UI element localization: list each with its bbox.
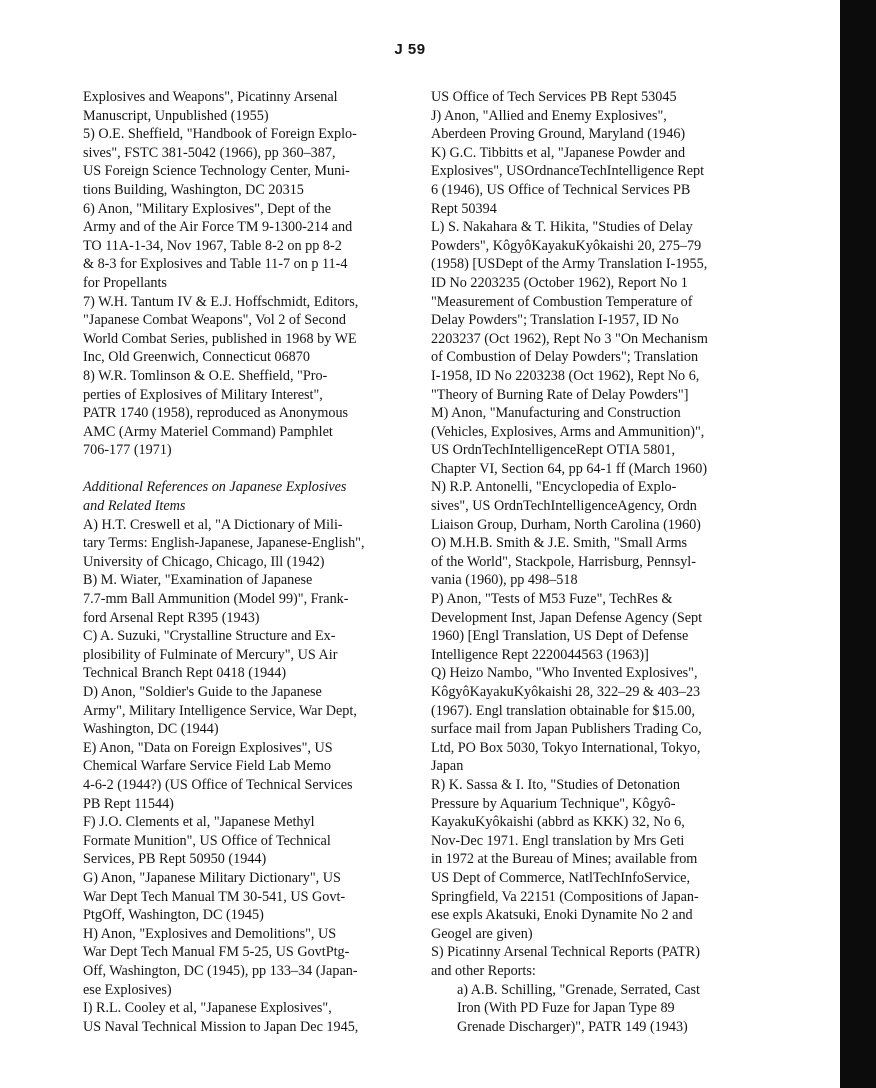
text-line: Liaison Group, Durham, North Carolina (1960) — [431, 516, 701, 533]
text-line: I) R.L. Cooley et al, "Japanese Explosives", — [83, 1000, 332, 1017]
section-heading-line: and Related Items — [83, 498, 186, 515]
text-line: Explosives", USOrdnanceTechIntelligence Rept — [431, 163, 705, 180]
text-line: O) M.H.B. Smith & J.E. Smith, "Small Arms — [431, 535, 688, 552]
text-line: J) Anon, "Allied and Enemy Explosives", — [431, 107, 667, 124]
text-line: in 1972 at the Bureau of Mines; available from — [431, 851, 698, 868]
text-line: tary Terms: English-Japanese, Japanese-English", — [83, 535, 365, 552]
text-line: surface mail from Japan Publishers Trading Co, — [431, 721, 702, 738]
text-line: PATR 1740 (1958), reproduced as Anonymous — [83, 405, 349, 422]
text-line: I-1958, ID No 2203238 (Oct 1962), Rept No 6, — [431, 367, 700, 384]
text-line: S) Picatinny Arsenal Technical Reports (PATR) — [431, 944, 700, 961]
text-line: Development Inst, Japan Defense Agency (Sept — [431, 609, 703, 626]
text-line: Powders", KôgyôKayakuKyôkaishi 20, 275–79 — [431, 237, 702, 254]
text-line: 4-6-2 (1944?) (US Office of Technical Services — [83, 776, 353, 793]
text-line: Japan — [431, 758, 464, 775]
text-line: University of Chicago, Chicago, Ill (1942) — [83, 553, 325, 570]
text-line: E) Anon, "Data on Foreign Explosives", US — [83, 739, 333, 756]
text-line: D) Anon, "Soldier's Guide to the Japanese — [83, 684, 322, 700]
text-line: tions Building, Washington, DC 20315 — [83, 181, 304, 198]
text-line: F) J.O. Clements et al, "Japanese Methyl — [83, 814, 315, 831]
text-line: a) A.B. Schilling, "Grenade, Serrated, Cast — [457, 981, 700, 998]
text-line: ese Explosives) — [83, 981, 172, 998]
text-line: Pressure by Aquarium Technique", Kôgyô- — [431, 795, 676, 812]
text-line: K) G.C. Tibbitts et al, "Japanese Powder and — [431, 144, 686, 161]
text-line: Chapter VI, Section 64, pp 64-1 ff (March 1960) — [431, 460, 708, 477]
text-line: US Foreign Science Technology Center, Muni- — [83, 163, 350, 180]
text-line: and other Reports: — [431, 962, 536, 979]
section-heading-line: Additional References on Japanese Explosives — [83, 479, 347, 496]
text-line: PB Rept 11544) — [83, 795, 174, 812]
text-line: 2203237 (Oct 1962), Rept No 3 "On Mechanism — [431, 330, 708, 347]
text-line: ese expls Akatsuki, Enoki Dynamite No 2 and — [431, 907, 693, 924]
right-column — [431, 88, 731, 1036]
text-line: Ltd, PO Box 5030, Tokyo International, Tokyo, — [431, 739, 701, 756]
text-line: 1960) [Engl Translation, US Dept of Defense — [431, 628, 689, 645]
text-line: Grenade Discharger)", PATR 149 (1943) — [457, 1018, 688, 1035]
text-line: Q) Heizo Nambo, "Who Invented Explosives", — [431, 665, 698, 682]
text-line: vania (1960), pp 498–518 — [431, 572, 578, 589]
text-line: Geogel are given) — [431, 925, 533, 942]
left-column — [83, 88, 387, 1036]
text-line: US Office of Tech Services PB Rept 53045 — [431, 89, 677, 105]
text-line: ford Arsenal Rept R395 (1943) — [83, 609, 260, 626]
text-line: Explosives and Weapons", Picatinny Arsenal — [83, 89, 338, 105]
text-line: Aberdeen Proving Ground, Maryland (1946) — [431, 126, 686, 143]
text-line: L) S. Nakahara & T. Hikita, "Studies of Delay — [431, 219, 693, 236]
text-line: US OrdnTechIntelligenceRept OTIA 5801, — [431, 442, 676, 459]
text-line: M) Anon, "Manufacturing and Construction — [431, 405, 681, 422]
text-line: US Naval Technical Mission to Japan Dec 1945, — [83, 1018, 359, 1035]
text-line: B) M. Wiater, "Examination of Japanese — [83, 572, 313, 589]
text-line: Off, Washington, DC (1945), pp 133–34 (Japan- — [83, 962, 358, 979]
text-line: Iron (With PD Fuze for Japan Type 89 — [457, 1000, 675, 1017]
text-line: War Dept Tech Manual FM 5-25, US GovtPtg- — [83, 944, 350, 961]
text-line: Intelligence Rept 2220044563 (1963)] — [431, 646, 649, 663]
text-line: G) Anon, "Japanese Military Dictionary", US — [83, 869, 341, 886]
text-line: ID No 2203235 (October 1962), Report No 1 — [431, 274, 688, 291]
text-line: 7.7-mm Ball Ammunition (Model 99)", Frank- — [83, 591, 349, 608]
text-line: (1967). Engl translation obtainable for $15.00, — [431, 702, 695, 719]
text-line: for Propellants — [83, 274, 167, 291]
text-line: 5) O.E. Sheffield, "Handbook of Foreign Explo- — [83, 126, 357, 143]
text-line: of Combustion of Delay Powders"; Translation — [431, 349, 699, 366]
scan-edge-bar — [840, 0, 876, 1088]
text-line: Washington, DC (1944) — [83, 721, 219, 738]
text-line: (1958) [USDept of the Army Translation I-1955, — [431, 256, 708, 273]
text-line: Services, PB Rept 50950 (1944) — [83, 851, 267, 868]
text-line: "Japanese Combat Weapons", Vol 2 of Second — [83, 312, 347, 329]
text-line: Formate Munition", US Office of Technical — [83, 832, 331, 849]
text-line: 6 (1946), US Office of Technical Services PB — [431, 181, 691, 198]
text-line: KayakuKyôkaishi (abbrd as KKK) 32, No 6, — [431, 814, 685, 831]
text-line: Army", Military Intelligence Service, War Dept, — [83, 702, 357, 719]
text-line: "Measurement of Combustion Temperature of — [431, 293, 693, 310]
text-line: C) A. Suzuki, "Crystalline Structure and Ex- — [83, 628, 336, 645]
text-line: US Dept of Commerce, NatlTechInfoService, — [431, 869, 691, 886]
text-line: AMC (Army Materiel Command) Pamphlet — [83, 423, 333, 440]
text-line: (Vehicles, Explosives, Arms and Ammunition)", — [431, 423, 705, 440]
text-line: plosibility of Fulminate of Mercury", US Air — [83, 646, 338, 663]
text-line: Manuscript, Unpublished (1955) — [83, 107, 269, 124]
text-line: 6) Anon, "Military Explosives", Dept of the — [83, 200, 332, 217]
text-line: War Dept Tech Manual TM 30-541, US Govt- — [83, 888, 346, 905]
text-line: 8) W.R. Tomlinson & O.E. Sheffield, "Pro- — [83, 367, 328, 384]
text-line: N) R.P. Antonelli, "Encyclopedia of Explo- — [431, 479, 677, 496]
page-label: J 59 — [394, 41, 426, 58]
text-line: Delay Powders"; Translation I-1957, ID No — [431, 312, 679, 329]
text-line: "Theory of Burning Rate of Delay Powders"] — [431, 386, 689, 403]
text-line: & 8-3 for Explosives and Table 11-7 on p 11-4 — [83, 256, 348, 273]
text-line: KôgyôKayakuKyôkaishi 28, 322–29 & 403–23 — [431, 684, 701, 700]
text-line: Technical Branch Rept 0418 (1944) — [83, 665, 287, 682]
text-line: Chemical Warfare Service Field Lab Memo — [83, 758, 331, 775]
text-line: Springfield, Va 22151 (Compositions of Japan- — [431, 888, 699, 905]
text-line: sives", US OrdnTechIntelligenceAgency, Ordn — [431, 498, 697, 515]
text-line: of the World", Stackpole, Harrisburg, Pennsyl- — [431, 553, 696, 570]
paragraph-gap — [83, 460, 387, 479]
text-line: sives", FSTC 381-5042 (1966), pp 360–387, — [83, 144, 336, 161]
text-line: TO 11A-1-34, Nov 1967, Table 8-2 on pp 8-2 — [83, 237, 342, 254]
text-line: P) Anon, "Tests of M53 Fuze", TechRes & — [431, 591, 673, 608]
text-line: A) H.T. Creswell et al, "A Dictionary of Mili- — [83, 516, 343, 533]
text-line: World Combat Series, published in 1968 by WE — [83, 330, 357, 347]
text-line: PtgOff, Washington, DC (1945) — [83, 907, 264, 924]
text-line: Inc, Old Greenwich, Connecticut 06870 — [83, 349, 310, 366]
text-line: 7) W.H. Tantum IV & E.J. Hoffschmidt, Editors, — [83, 293, 359, 310]
text-line: H) Anon, "Explosives and Demolitions", US — [83, 925, 337, 942]
text-line: perties of Explosives of Military Interest", — [83, 386, 323, 403]
text-line: Army and of the Air Force TM 9-1300-214 and — [83, 219, 353, 236]
text-line: 706-177 (1971) — [83, 442, 172, 459]
text-line: Nov-Dec 1971. Engl translation by Mrs Geti — [431, 832, 685, 849]
text-line: Rept 50394 — [431, 200, 497, 217]
text-line: R) K. Sassa & I. Ito, "Studies of Detonation — [431, 776, 680, 793]
